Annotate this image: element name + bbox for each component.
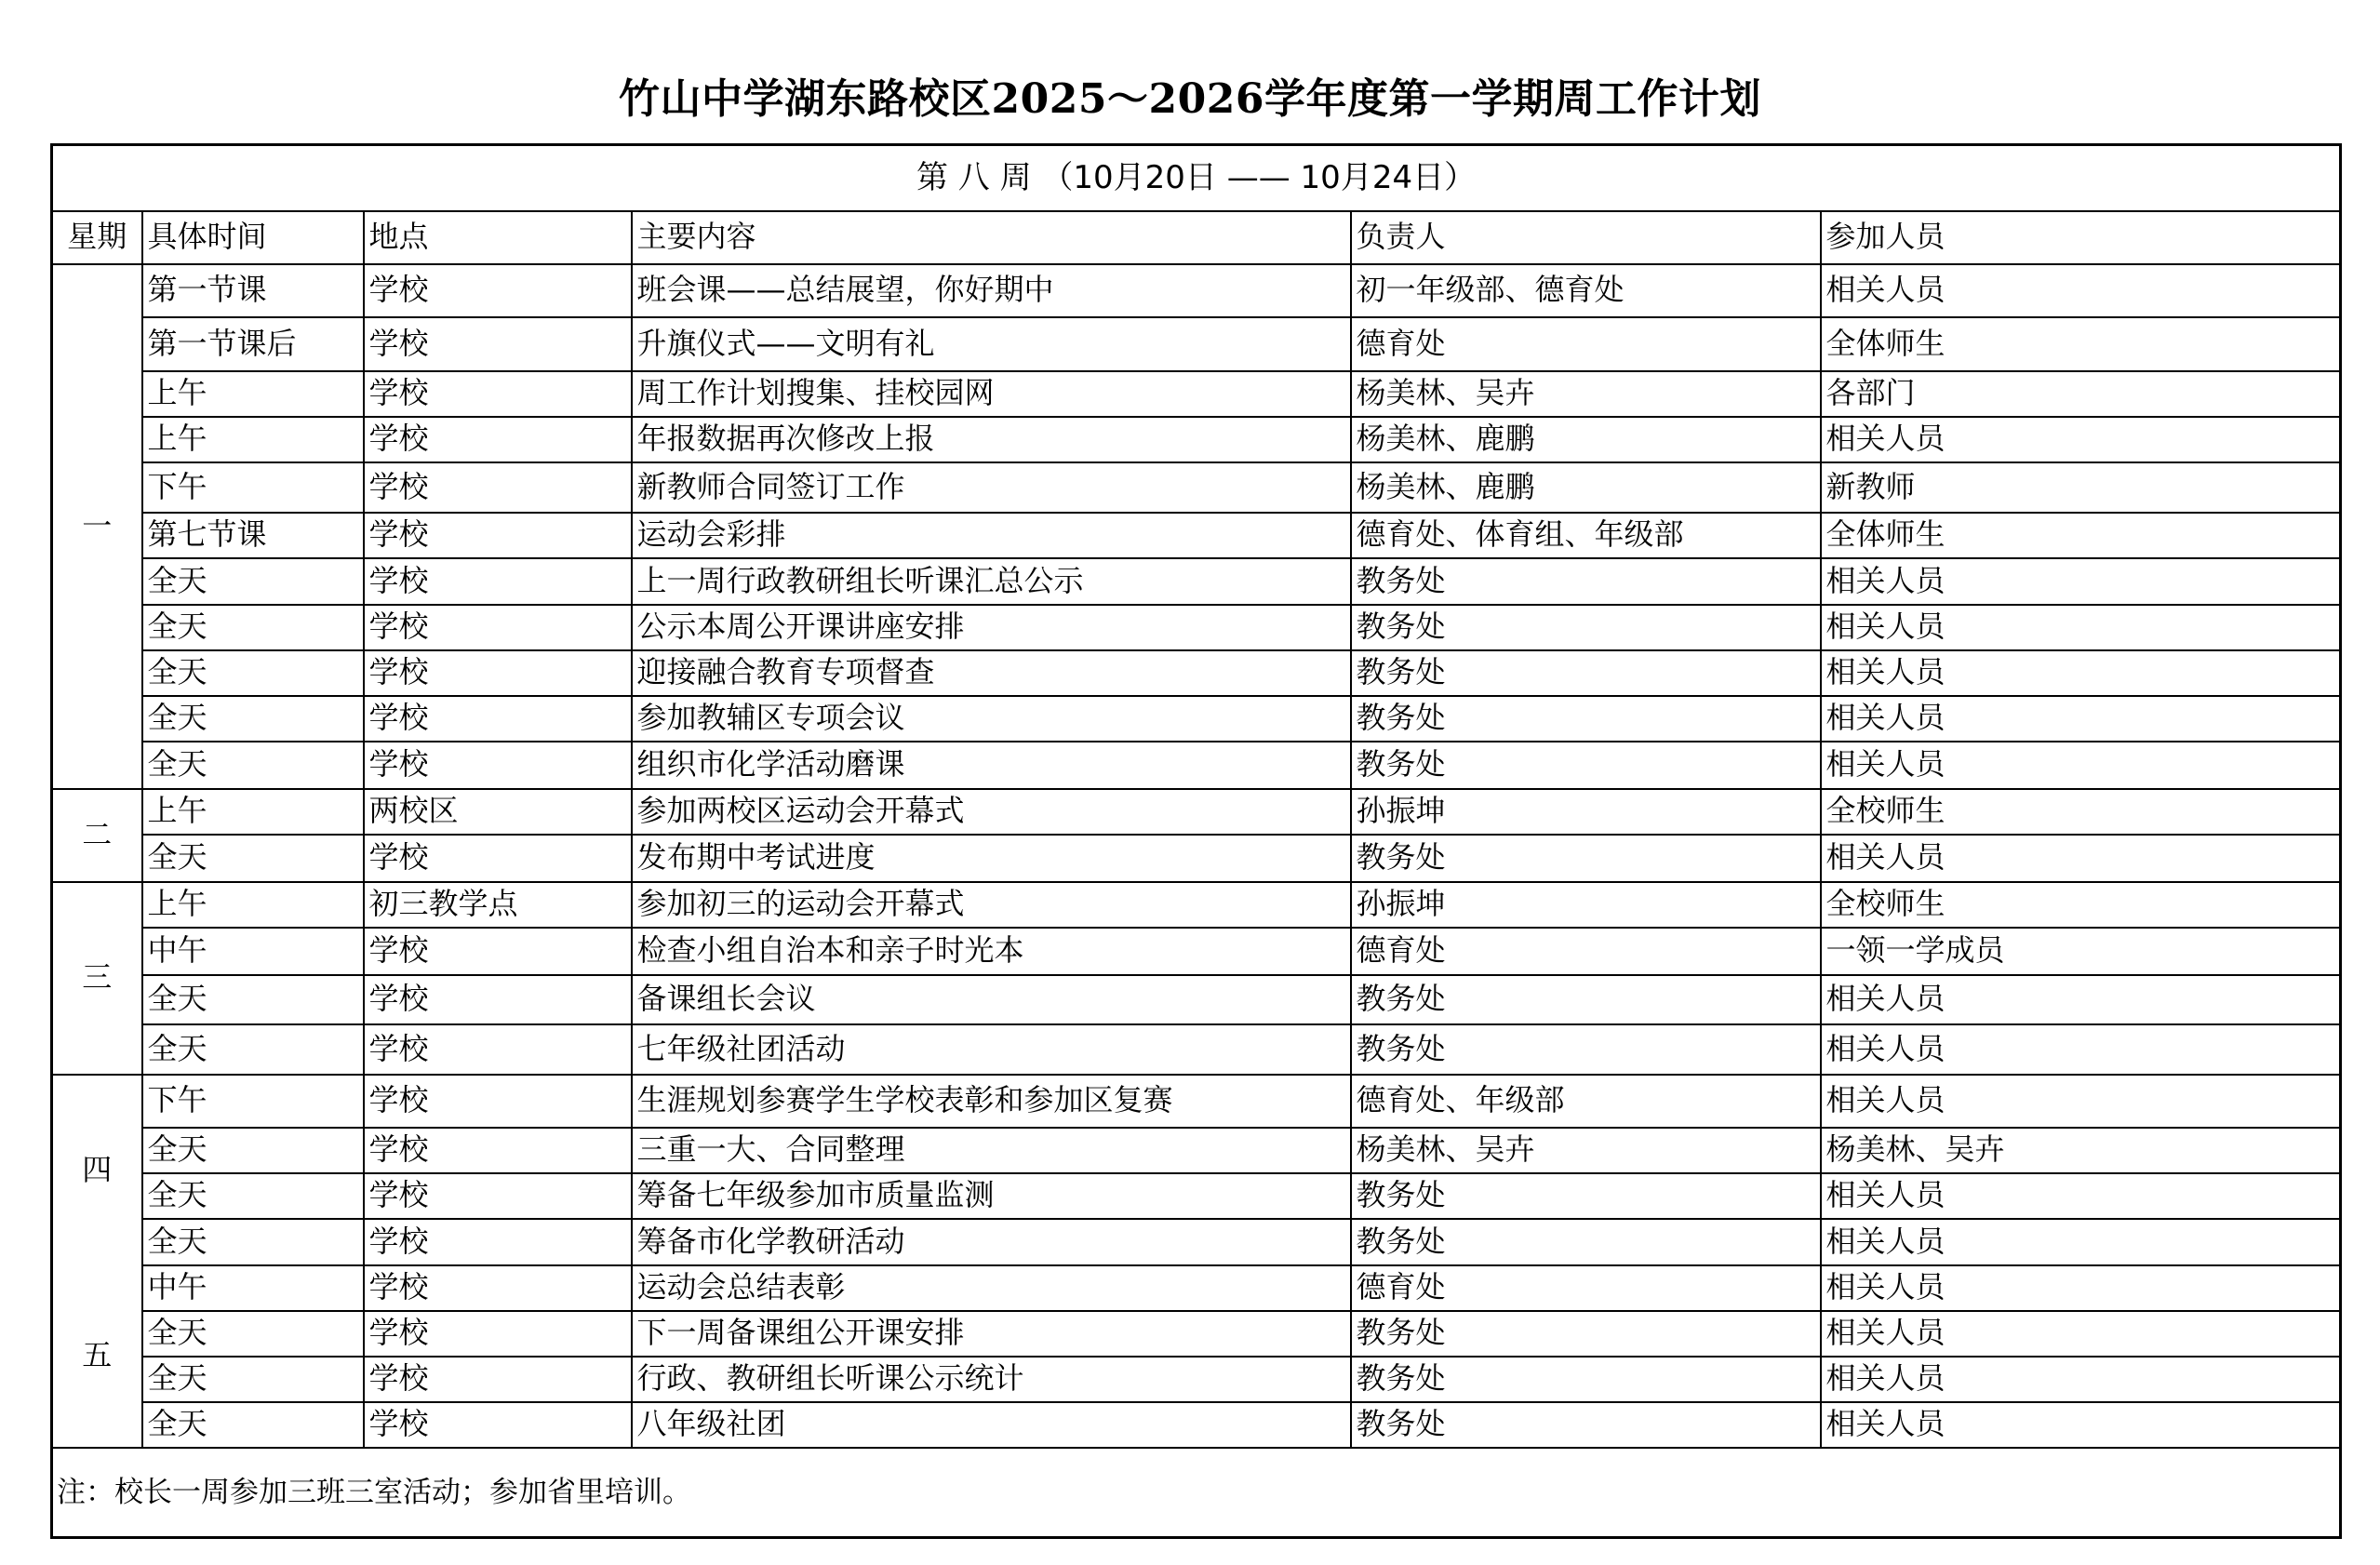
table-row: [52, 462, 2341, 513]
cell-participants: 相关人员: [1821, 558, 2341, 605]
cell-time: 下午: [142, 1075, 364, 1128]
cell-participants: 全体师生: [1821, 513, 2341, 558]
cell-owner: 杨美林、吴卉: [1351, 371, 1821, 417]
cell-place: 学校: [364, 513, 632, 558]
cell-place: 两校区: [364, 789, 632, 835]
cell-participants: 相关人员: [1821, 742, 2341, 789]
cell-owner: 教务处: [1351, 1173, 1821, 1219]
cell-participants: 相关人员: [1821, 1311, 2341, 1357]
cell-time: 全天: [142, 1219, 364, 1265]
cell-participants: 全校师生: [1821, 882, 2341, 928]
cell-participants: 相关人员: [1821, 1265, 2341, 1311]
cell-participants: 相关人员: [1821, 1173, 2341, 1219]
cell-time: 第一节课: [142, 264, 364, 317]
table-row: [52, 1357, 2341, 1402]
cell-participants: 相关人员: [1821, 264, 2341, 317]
column-header-place: 地点: [364, 211, 632, 264]
table-row: [52, 1128, 2341, 1173]
cell-owner: 教务处: [1351, 1024, 1821, 1075]
cell-time: 全天: [142, 742, 364, 789]
cell-place: 初三教学点: [364, 882, 632, 928]
table-row: [52, 264, 2341, 317]
cell-participants: 相关人员: [1821, 605, 2341, 650]
cell-participants: 相关人员: [1821, 975, 2341, 1024]
cell-time: 全天: [142, 696, 364, 742]
cell-owner: 德育处、体育组、年级部: [1351, 513, 1821, 558]
cell-owner: 德育处: [1351, 1265, 1821, 1311]
table-row: [52, 1402, 2341, 1448]
cell-content: 筹备七年级参加市质量监测: [632, 1173, 1351, 1219]
cell-content: 迎接融合教育专项督查: [632, 650, 1351, 696]
cell-time: 全天: [142, 835, 364, 882]
cell-participants: 相关人员: [1821, 417, 2341, 462]
day-cell-friday: 五: [52, 1265, 142, 1448]
cell-content: 七年级社团活动: [632, 1024, 1351, 1075]
cell-content: 运动会彩排: [632, 513, 1351, 558]
cell-place: 学校: [364, 1024, 632, 1075]
cell-participants: 杨美林、吴卉: [1821, 1128, 2341, 1173]
cell-content: 班会课——总结展望，你好期中: [632, 264, 1351, 317]
cell-place: 学校: [364, 696, 632, 742]
cell-content: 检查小组自治本和亲子时光本: [632, 928, 1351, 975]
cell-owner: 德育处、年级部: [1351, 1075, 1821, 1128]
table-row: [52, 317, 2341, 371]
cell-content: 运动会总结表彰: [632, 1265, 1351, 1311]
cell-content: 公示本周公开课讲座安排: [632, 605, 1351, 650]
cell-participants: 全体师生: [1821, 317, 2341, 371]
cell-time: 下午: [142, 462, 364, 513]
table-row: [52, 417, 2341, 462]
cell-time: 中午: [142, 1265, 364, 1311]
cell-place: 学校: [364, 835, 632, 882]
cell-owner: 杨美林、鹿鹏: [1351, 462, 1821, 513]
table-row: [52, 1173, 2341, 1219]
weekly-plan-table: [50, 143, 2342, 1539]
cell-time: 上午: [142, 789, 364, 835]
cell-content: 生涯规划参赛学生学校表彰和参加区复赛: [632, 1075, 1351, 1128]
cell-content: 备课组长会议: [632, 975, 1351, 1024]
cell-content: 发布期中考试进度: [632, 835, 1351, 882]
cell-content: 参加教辅区专项会议: [632, 696, 1351, 742]
cell-place: 学校: [364, 1128, 632, 1173]
note-row: [52, 1448, 2341, 1538]
column-header-time: 具体时间: [142, 211, 364, 264]
table-row: [52, 1075, 2341, 1128]
day-cell-monday: 一: [52, 264, 142, 789]
cell-place: 学校: [364, 742, 632, 789]
cell-owner: 教务处: [1351, 696, 1821, 742]
table-row: [52, 371, 2341, 417]
cell-content: 上一周行政教研组长听课汇总公示: [632, 558, 1351, 605]
cell-participants: 各部门: [1821, 371, 2341, 417]
cell-place: 学校: [364, 1173, 632, 1219]
table-row: [52, 835, 2341, 882]
week-header: 第 八 周 （10月20日 —— 10月24日）: [52, 145, 2341, 211]
cell-participants: 相关人员: [1821, 835, 2341, 882]
cell-time: 全天: [142, 650, 364, 696]
cell-content: 周工作计划搜集、挂校园网: [632, 371, 1351, 417]
cell-time: 中午: [142, 928, 364, 975]
cell-content: 参加两校区运动会开幕式: [632, 789, 1351, 835]
table-row: [52, 558, 2341, 605]
cell-content: 新教师合同签订工作: [632, 462, 1351, 513]
table-row: [52, 513, 2341, 558]
cell-place: 学校: [364, 264, 632, 317]
day-cell-wednesday: 三: [52, 882, 142, 1075]
cell-content: 筹备市化学教研活动: [632, 1219, 1351, 1265]
cell-content: 年报数据再次修改上报: [632, 417, 1351, 462]
cell-place: 学校: [364, 558, 632, 605]
cell-time: 全天: [142, 558, 364, 605]
cell-participants: 相关人员: [1821, 650, 2341, 696]
cell-place: 学校: [364, 1357, 632, 1402]
cell-content: 下一周备课组公开课安排: [632, 1311, 1351, 1357]
cell-content: 行政、教研组长听课公示统计: [632, 1357, 1351, 1402]
cell-place: 学校: [364, 1311, 632, 1357]
cell-time: 第七节课: [142, 513, 364, 558]
cell-owner: 教务处: [1351, 1357, 1821, 1402]
column-header-day: 星期: [52, 211, 142, 264]
cell-participants: 相关人员: [1821, 1024, 2341, 1075]
cell-time: 上午: [142, 371, 364, 417]
cell-time: 全天: [142, 1402, 364, 1448]
column-header-row: [52, 211, 2341, 264]
cell-owner: 教务处: [1351, 1219, 1821, 1265]
cell-participants: 相关人员: [1821, 1402, 2341, 1448]
footnote: 注：校长一周参加三班三室活动；参加省里培训。: [52, 1448, 2341, 1538]
cell-owner: 教务处: [1351, 835, 1821, 882]
cell-place: 学校: [364, 928, 632, 975]
cell-place: 学校: [364, 1075, 632, 1128]
cell-owner: 孙振坤: [1351, 789, 1821, 835]
cell-owner: 德育处: [1351, 928, 1821, 975]
table-row: [52, 696, 2341, 742]
cell-time: 全天: [142, 605, 364, 650]
table-row: [52, 789, 2341, 835]
cell-owner: 教务处: [1351, 1311, 1821, 1357]
cell-place: 学校: [364, 317, 632, 371]
table-row: [52, 650, 2341, 696]
column-header-owner: 负责人: [1351, 211, 1821, 264]
cell-time: 第一节课后: [142, 317, 364, 371]
table-row: [52, 1265, 2341, 1311]
cell-participants: 一领一学成员: [1821, 928, 2341, 975]
cell-owner: 杨美林、鹿鹏: [1351, 417, 1821, 462]
cell-owner: 教务处: [1351, 558, 1821, 605]
cell-participants: 全校师生: [1821, 789, 2341, 835]
table-row: [52, 975, 2341, 1024]
cell-owner: 杨美林、吴卉: [1351, 1128, 1821, 1173]
cell-time: 全天: [142, 1357, 364, 1402]
cell-owner: 教务处: [1351, 742, 1821, 789]
cell-owner: 教务处: [1351, 975, 1821, 1024]
cell-time: 全天: [142, 975, 364, 1024]
cell-place: 学校: [364, 1265, 632, 1311]
cell-content: 八年级社团: [632, 1402, 1351, 1448]
cell-time: 上午: [142, 417, 364, 462]
cell-owner: 孙振坤: [1351, 882, 1821, 928]
cell-participants: 新教师: [1821, 462, 2341, 513]
column-header-participants: 参加人员: [1821, 211, 2341, 264]
cell-time: 全天: [142, 1024, 364, 1075]
page-title: 竹山中学湖东路校区2025～2026学年度第一学期周工作计划: [619, 75, 1761, 123]
table-row: [52, 1311, 2341, 1357]
cell-time: 全天: [142, 1128, 364, 1173]
cell-participants: 相关人员: [1821, 696, 2341, 742]
cell-content: 升旗仪式——文明有礼: [632, 317, 1351, 371]
cell-time: 全天: [142, 1173, 364, 1219]
cell-place: 学校: [364, 1402, 632, 1448]
cell-place: 学校: [364, 650, 632, 696]
cell-place: 学校: [364, 371, 632, 417]
day-cell-tuesday: 二: [52, 789, 142, 882]
cell-place: 学校: [364, 975, 632, 1024]
cell-content: 三重一大、合同整理: [632, 1128, 1351, 1173]
table-row: [52, 742, 2341, 789]
table-row: [52, 928, 2341, 975]
table-row: [52, 882, 2341, 928]
cell-owner: 教务处: [1351, 605, 1821, 650]
table-row: [52, 1024, 2341, 1075]
cell-owner: 教务处: [1351, 650, 1821, 696]
cell-owner: 教务处: [1351, 1402, 1821, 1448]
table-row: [52, 605, 2341, 650]
cell-place: 学校: [364, 462, 632, 513]
cell-participants: 相关人员: [1821, 1075, 2341, 1128]
cell-participants: 相关人员: [1821, 1357, 2341, 1402]
cell-content: 参加初三的运动会开幕式: [632, 882, 1351, 928]
cell-time: 上午: [142, 882, 364, 928]
week-header-row: [52, 145, 2341, 211]
cell-owner: 德育处: [1351, 317, 1821, 371]
cell-time: 全天: [142, 1311, 364, 1357]
day-cell-thursday: 四: [52, 1075, 142, 1265]
column-header-content: 主要内容: [632, 211, 1351, 264]
cell-place: 学校: [364, 417, 632, 462]
cell-owner: 初一年级部、德育处: [1351, 264, 1821, 317]
cell-place: 学校: [364, 1219, 632, 1265]
cell-participants: 相关人员: [1821, 1219, 2341, 1265]
table-row: [52, 1219, 2341, 1265]
cell-place: 学校: [364, 605, 632, 650]
cell-content: 组织市化学活动磨课: [632, 742, 1351, 789]
